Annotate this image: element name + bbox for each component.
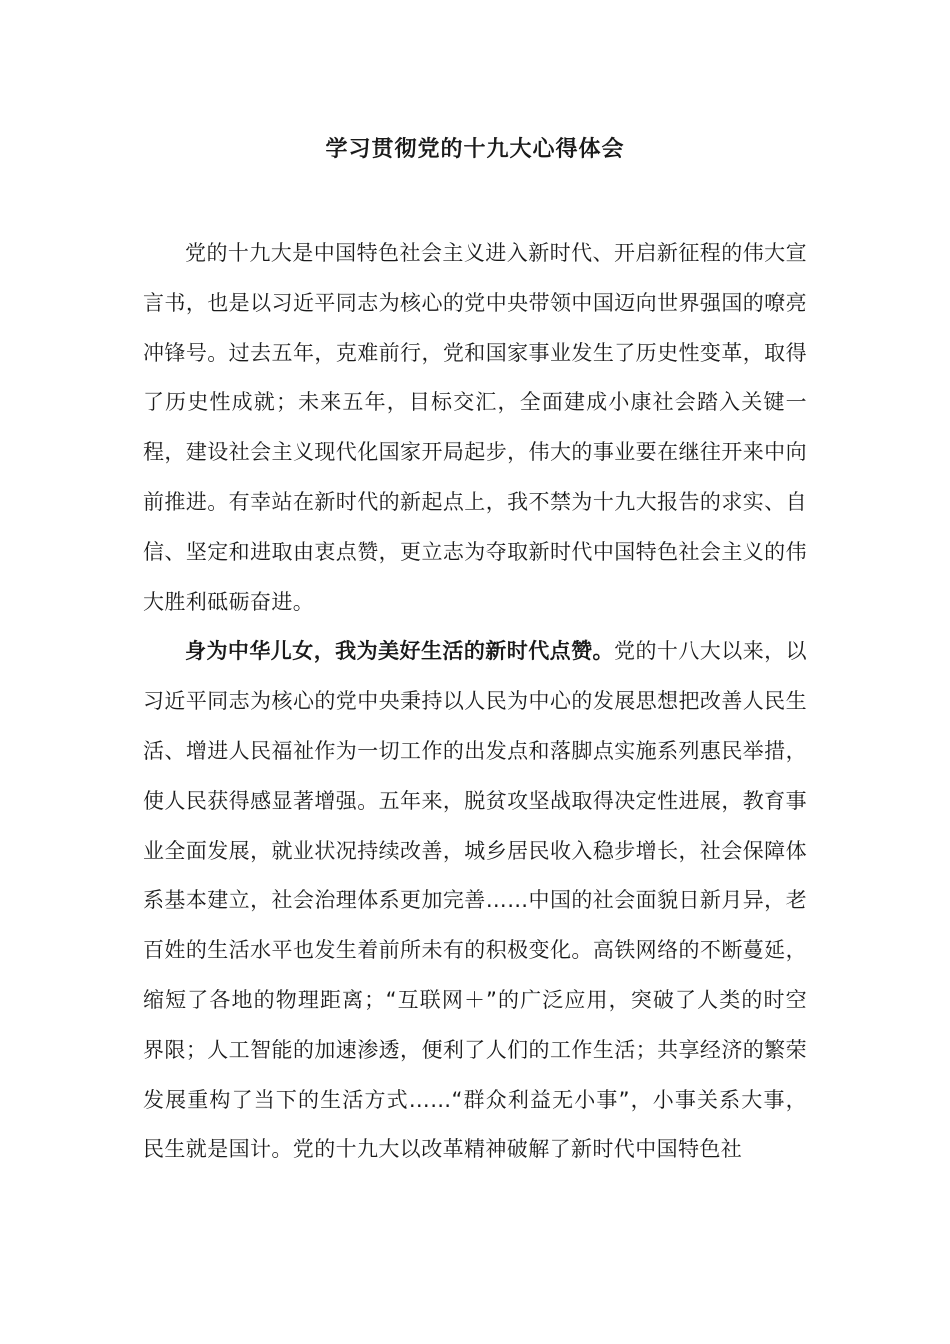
document-body: [143, 229, 807, 1175]
paragraph-intro: [143, 229, 807, 627]
paragraph-text: 党的十八大以来，以习近平同志为核心的党中央秉持以人民为中心的发展思想把改善人民生活、增进人民福祉作为一切工作的出发点和落脚点实施系列惠民举措，使人民获得感显著增强。五年来，脱贫攻坚战取得决定性进展，教育事业全面发展，就业状况持续改善，城乡居民收入稳步增长，社会保障体系基本建立，社会治理体系更加完善……中国的社会面貌日新月异，老百姓的生活水平也发生着前所未有的积极变化。高铁网络的不断蔓延，缩短了各地的物理距离；“互联网＋”的广泛应用，突破了人类的时空界限；人工智能的加速渗透，便利了人们的工作生活；共享经济的繁荣发展重构了当下的生活方式……“群众利益无小事”，小事关系大事，民生就是国计。党的十九大以改革精神破解了新时代中国特色社: [143, 639, 807, 1162]
paragraph-livelihood: [143, 627, 807, 1175]
paragraph-text: 党的十九大是中国特色社会主义进入新时代、开启新征程的伟大宣言书，也是以习近平同志为核心的党中央带领中国迈向世界强国的嘹亮冲锋号。过去五年，克难前行，党和国家事业发生了历史性变革，取得了历史性成就；未来五年，目标交汇，全面建成小康社会踏入关键一程，建设社会主义现代化国家开局起步，伟大的事业要在继往开来中向前推进。有幸站在新时代的新起点上，我不禁为十九大报告的求实、自信、坚定和进取由衷点赞，更立志为夺取新时代中国特色社会主义的伟大胜利砥砺奋进。: [143, 241, 807, 614]
document-title: 学习贯彻党的十九大心得体会: [325, 137, 625, 162]
paragraph-lead: 身为中华儿女，我为美好生活的新时代点赞。: [185, 639, 614, 664]
